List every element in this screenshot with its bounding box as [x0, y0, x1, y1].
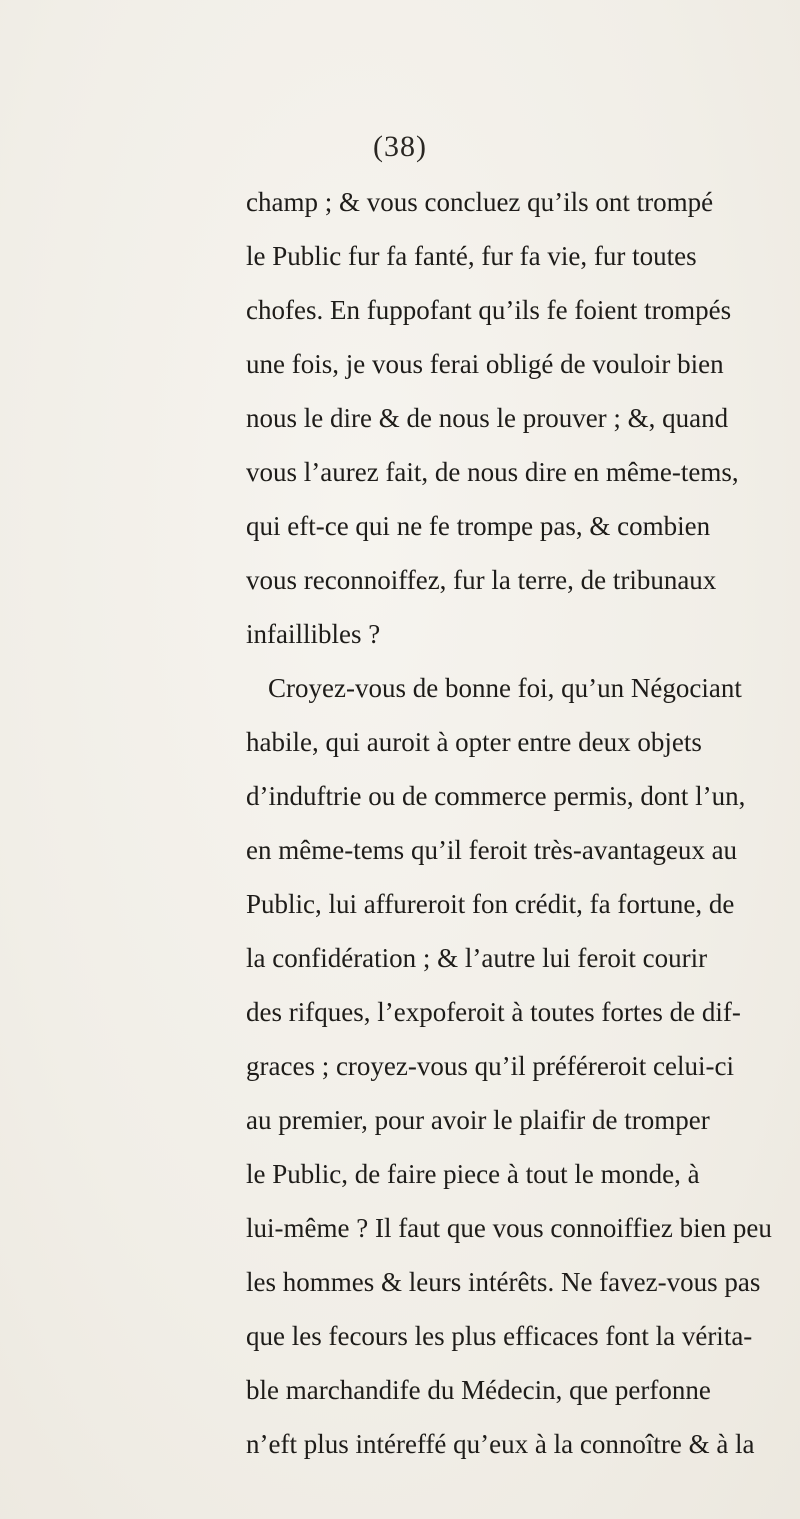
text-line: vous reconnoiffez, fur la terre, de tribunaux: [246, 565, 717, 595]
text-line: des rifques, l’expoferoit à toutes fortes de dif-: [246, 997, 741, 1027]
text-line: qui eft-ce qui ne fe trompe pas, & combien: [246, 511, 711, 541]
text-line: les hommes & leurs intérêts. Ne favez-vous pas: [246, 1267, 761, 1297]
text-line: au premier, pour avoir le plaifir de tromper: [246, 1105, 710, 1135]
text-line: Public, lui affureroit fon crédit, fa fortune, de: [246, 889, 735, 919]
text-line: la confidération ; & l’autre lui feroit courir: [246, 943, 708, 973]
text-line: vous l’aurez fait, de nous dire en même-tems,: [246, 457, 739, 487]
text-line: chofes. En fuppofant qu’ils fe foient trompés: [246, 295, 732, 325]
text-line: ble marchandife du Médecin, que perfonne: [246, 1375, 711, 1405]
text-line: n’eft plus intéreffé qu’eux à la connoître & à la: [246, 1429, 755, 1459]
text-line: le Public, de faire piece à tout le monde, à: [246, 1159, 700, 1189]
text-line: en même-tems qu’il feroit très-avantageux au: [246, 835, 738, 865]
text-line: champ ; & vous concluez qu’ils ont trompé: [246, 187, 714, 217]
text-line: habile, qui auroit à opter entre deux objets: [246, 727, 702, 757]
text-line: le Public fur fa fanté, fur fa vie, fur toutes: [246, 241, 697, 271]
text-line: d’induftrie ou de commerce permis, dont l’un,: [246, 781, 746, 811]
text-line: lui-même ? Il faut que vous connoiffiez bien peu: [246, 1213, 772, 1243]
text-line: infaillibles ?: [246, 619, 381, 649]
page-number: (38): [373, 130, 427, 163]
text-line: une fois, je vous ferai obligé de vouloir bien: [246, 349, 724, 379]
text-line: Croyez-vous de bonne foi, qu’un Négociant: [268, 673, 742, 703]
text-line: graces ; croyez-vous qu’il préféreroit celui-ci: [246, 1051, 735, 1081]
text-line: nous le dire & de nous le prouver ; &, quand: [246, 403, 729, 433]
text-line: que les fecours les plus efficaces font la vérita-: [246, 1321, 753, 1351]
